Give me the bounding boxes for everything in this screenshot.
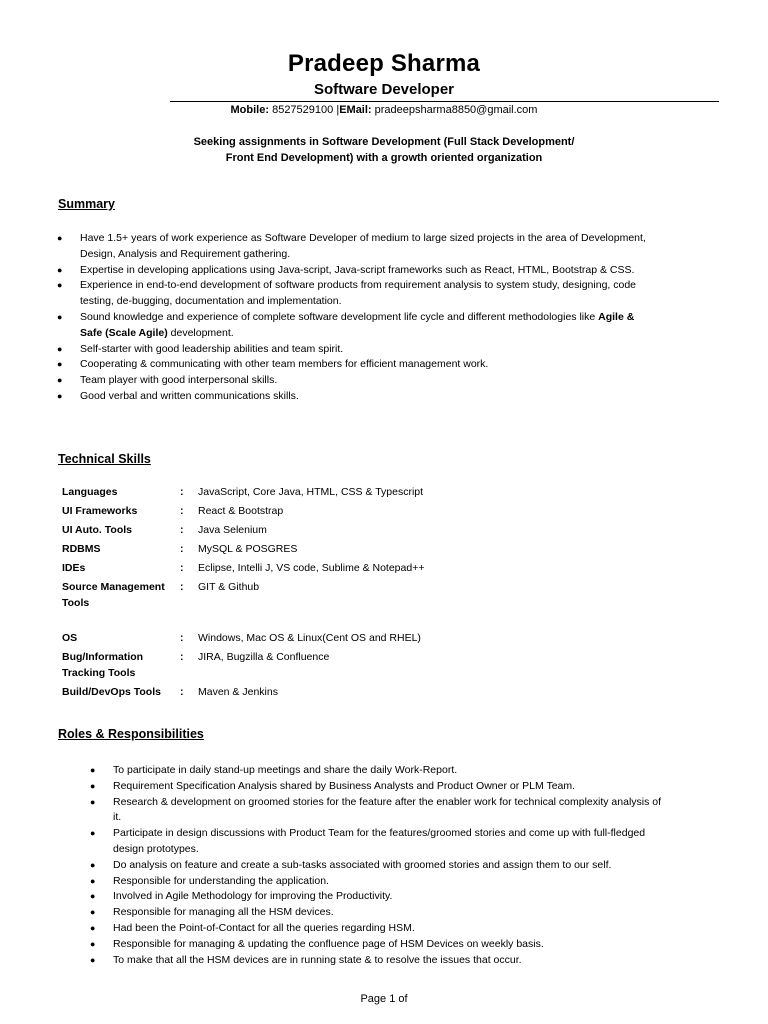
skill-key: RDBMS xyxy=(62,543,101,555)
technical-skills-table xyxy=(62,484,424,703)
spacer-cell xyxy=(198,614,424,630)
summary-item-text: Cooperating & communicating with other team members for efficient management work. xyxy=(80,358,489,371)
skill-value: JavaScript, Core Java, HTML, CSS & Typescript xyxy=(198,486,424,498)
email-address: pradeepsharma8850@gmail.com xyxy=(374,104,538,116)
role-item xyxy=(90,953,670,969)
bullet-icon: ● xyxy=(57,375,63,386)
skill-key: UI Frameworks xyxy=(62,505,138,517)
summary-item-text: Team player with good interpersonal skills. xyxy=(80,374,278,387)
mobile-number: 8527529100 xyxy=(272,104,334,116)
skill-row xyxy=(62,541,424,557)
role-item xyxy=(90,858,670,874)
role-item xyxy=(90,874,670,890)
skill-value: Maven & Jenkins xyxy=(198,686,278,698)
skill-row xyxy=(62,522,424,538)
summary-item xyxy=(57,278,657,310)
skill-row xyxy=(62,503,424,519)
role-item-text: Do analysis on feature and create a sub-tasks associated with groomed stories and assign them to our self. xyxy=(113,858,612,871)
resume-name: Pradeep Sharma xyxy=(287,50,481,77)
skill-key: Source Management Tools xyxy=(62,581,165,609)
role-item-text: Involved in Agile Methodology for improving the Productivity. xyxy=(113,890,393,903)
skill-value: GIT & Github xyxy=(198,581,260,593)
skill-colon: : xyxy=(180,581,184,593)
role-item xyxy=(90,779,670,795)
roles-list xyxy=(90,763,670,968)
role-item-text: Requirement Specification Analysis shared by Business Analysts and Product Owner or PLM Team. xyxy=(113,779,576,792)
skill-key: Bug/Information Tracking Tools xyxy=(62,651,144,679)
skill-value: Java Selenium xyxy=(198,524,267,536)
contact-line xyxy=(0,104,768,116)
bullet-icon: ● xyxy=(57,280,63,291)
header-divider xyxy=(170,101,719,102)
role-item xyxy=(90,826,670,858)
summary-item-text: Have 1.5+ years of work experience as Software Developer of medium to large sized projects in the area of Development, Design, Analysis and Requirement gathering. xyxy=(80,232,646,260)
role-item-text: Responsible for understanding the application. xyxy=(113,874,329,887)
summary-item-emphasis: Agile & Safe (Scale Agile) xyxy=(80,310,635,339)
summary-item-text: Experience in end-to-end development of software products from requirement analysis to system study, designing, code testing, de-bugging, documentation and implementation. xyxy=(80,279,637,308)
role-item-text: To participate in daily stand-up meetings and share the daily Work-Report. xyxy=(113,764,458,776)
skill-colon: : xyxy=(180,562,184,574)
skills-gap xyxy=(62,700,424,703)
skill-key: OS xyxy=(62,632,78,644)
skill-key: Build/DevOps Tools xyxy=(62,686,161,698)
bullet-icon: ● xyxy=(57,390,63,401)
bullet-icon: ● xyxy=(90,828,96,839)
bullet-icon: ● xyxy=(57,311,63,322)
skill-value: React & Bootstrap xyxy=(198,505,284,517)
summary-item-text: Expertise in developing applications using Java-script, Java-script frameworks such as React, HTML, Bootstrap & CSS. xyxy=(80,263,635,276)
resume-title: Software Developer xyxy=(313,81,455,98)
role-item-text: Had been the Point-of-Contact for all the queries regarding HSM. xyxy=(113,921,415,934)
bullet-icon: ● xyxy=(90,891,96,902)
role-item-text: To make that all the HSM devices are in running state & to resolve the issues that occur. xyxy=(113,953,522,966)
bullet-icon: ● xyxy=(90,796,96,807)
skill-key: UI Auto. Tools xyxy=(62,524,132,536)
summary-item-text: Self-starter with good leadership abilities and team spirit. xyxy=(80,342,344,355)
gap-cell xyxy=(198,700,424,703)
summary-item xyxy=(57,342,657,358)
summary-item xyxy=(57,373,657,389)
technical-skills-heading: Technical Skills xyxy=(58,452,151,466)
summary-item xyxy=(57,357,657,373)
skill-colon: : xyxy=(180,632,184,644)
contact-separator: | xyxy=(336,104,340,116)
roles-heading: Roles & Responsibilities xyxy=(58,727,204,741)
skill-value: Windows, Mac OS & Linux(Cent OS and RHEL) xyxy=(198,632,421,644)
role-item xyxy=(90,937,670,953)
objective xyxy=(0,134,768,166)
skill-row xyxy=(62,630,424,646)
bullet-icon: ● xyxy=(57,359,63,370)
role-item-text: Responsible for managing & updating the confluence page of HSM Devices on weekly basis. xyxy=(113,937,544,950)
skill-colon: : xyxy=(180,686,184,698)
email-label: EMail: xyxy=(339,104,372,116)
bullet-icon: ● xyxy=(90,780,96,791)
objective-line-2: Front End Development) with a growth oriented organization xyxy=(225,152,543,164)
bullet-icon: ● xyxy=(90,859,96,870)
bullet-icon: ● xyxy=(90,954,96,965)
summary-item xyxy=(57,263,657,279)
skill-colon: : xyxy=(180,505,184,517)
skill-value: Eclipse, Intelli J, VS code, Sublime & Notepad++ xyxy=(198,562,425,574)
role-item xyxy=(90,889,670,905)
bullet-icon: ● xyxy=(90,907,96,918)
role-item xyxy=(90,921,670,937)
summary-item xyxy=(57,389,657,405)
gap-cell xyxy=(180,700,198,703)
bullet-icon: ● xyxy=(90,922,96,933)
bullet-icon: ● xyxy=(57,264,63,275)
gap-cell xyxy=(62,700,180,703)
bullet-icon: ● xyxy=(90,938,96,949)
page-footer: Page 1 of xyxy=(360,993,408,1005)
skill-value: JIRA, Bugzilla & Confluence xyxy=(198,651,330,663)
spacer-cell xyxy=(180,614,198,630)
role-item xyxy=(90,763,670,779)
summary-item-text: Good verbal and written communications skills. xyxy=(80,389,299,402)
skill-value: MySQL & POSGRES xyxy=(198,543,298,555)
skill-colon: : xyxy=(180,486,184,498)
bullet-icon: ● xyxy=(90,765,96,775)
summary-list xyxy=(57,231,657,405)
role-item-text: Responsible for managing all the HSM devices. xyxy=(113,906,334,919)
skill-row xyxy=(62,684,424,700)
skill-colon: : xyxy=(180,543,184,555)
skill-key: IDEs xyxy=(62,562,86,574)
role-item xyxy=(90,795,670,827)
skill-row xyxy=(62,579,424,611)
summary-heading: Summary xyxy=(58,197,115,211)
role-item-text: Research & development on groomed stories for the feature after the enabler work for technical complexity analysis of it. xyxy=(113,795,662,824)
skill-row xyxy=(62,560,424,576)
summary-item-text: Sound knowledge and experience of complete software development life cycle and different methodologies like xyxy=(80,310,596,323)
mobile-label: Mobile: xyxy=(230,104,270,116)
skills-spacer xyxy=(62,614,424,630)
skill-colon: : xyxy=(180,651,184,663)
skill-colon: : xyxy=(180,524,184,536)
skill-key: Languages xyxy=(62,486,118,498)
skill-row xyxy=(62,484,424,500)
summary-item-tail: development. xyxy=(167,326,234,339)
bullet-icon: ● xyxy=(57,233,63,243)
bullet-icon: ● xyxy=(57,343,63,354)
bullet-icon: ● xyxy=(90,875,96,886)
spacer-cell xyxy=(62,614,180,630)
skill-row xyxy=(62,649,424,681)
role-item-text: Participate in design discussions with Product Team for the features/groomed stories and come up with full-fledged design prototypes. xyxy=(113,827,646,855)
summary-item xyxy=(57,231,657,263)
role-item xyxy=(90,905,670,921)
summary-item xyxy=(57,310,657,342)
objective-line-1: Seeking assignments in Software Development (Full Stack Development/ xyxy=(193,136,575,148)
